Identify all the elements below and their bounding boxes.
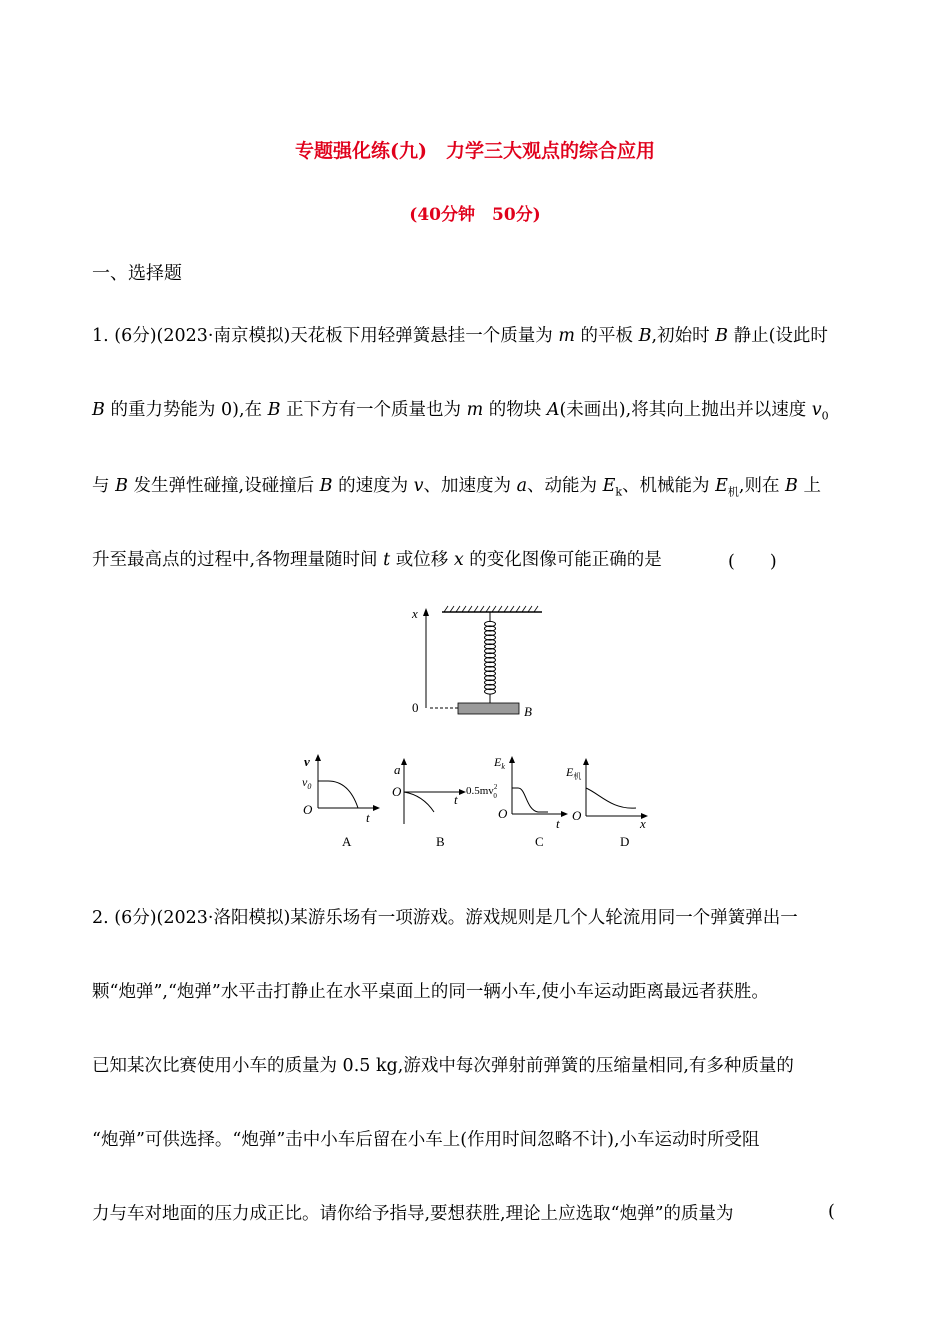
graph-a-curve <box>318 781 358 808</box>
graph-b-caption: B <box>436 834 445 849</box>
graph-d <box>566 752 656 857</box>
graph-c-y0: $0.5mv^2$ 0 <box>466 783 498 800</box>
x-axis-arrow <box>423 608 429 616</box>
graph-a-caption: A <box>342 834 352 849</box>
graph-a <box>298 752 383 857</box>
graph-c <box>464 752 574 857</box>
q1-line-3: 与 B 发生弹性碰撞,设碰撞后 B 的速度为 v、加速度为 a、动能为 $E_k$、机械能为 $E_机$,则在 B 上 <box>92 476 821 499</box>
q2-line-4: “炮弹”可供选择。“炮弹”击中小车后留在小车上(作用时间忽略不计),小车运动时所受阻 <box>92 1130 760 1150</box>
graph-c-curve <box>512 788 548 812</box>
graph-b-origin: O <box>392 784 402 799</box>
q2-line-5: 力与车对地面的压力成正比。请你给予指导,要想获胜,理论上应选取“炮弹”的质量为 <box>92 1204 734 1224</box>
section-label: 一、选择题 <box>92 263 182 284</box>
graph-a-yaxis: v <box>304 754 310 769</box>
graph-d-caption: D <box>620 834 630 849</box>
q1-answer-parens: ( ) <box>728 552 777 572</box>
q1-line-1: 1. (6分)(2023·南京模拟)天花板下用轻弹簧悬挂一个质量为 m 的平板 B,初始时 B 静止(设此时 <box>92 326 828 346</box>
q2-line-3: 已知某次比赛使用小车的质量为 0.5 kg,游戏中每次弹射前弹簧的压缩量相同,有多种质量的 <box>92 1056 794 1076</box>
x-axis-label: x <box>412 606 418 621</box>
graph-a-origin: O <box>303 802 313 817</box>
graph-b <box>386 752 476 857</box>
q2-line-1: 2. (6分)(2023·洛阳模拟)某游乐场有一项游戏。游戏规则是几个人轮流用同一个弹簧弹出一 <box>92 908 798 928</box>
plate-b <box>458 703 519 714</box>
graph-c-caption: C <box>535 834 544 849</box>
graph-b-curve <box>404 792 434 812</box>
graph-b-yaxis: a <box>394 762 401 777</box>
plate-label: B <box>524 704 532 719</box>
graph-c-xaxis: t <box>556 816 560 831</box>
page-subtitle: (40分钟 50分) <box>409 205 541 225</box>
q1-line-4: 升至最高点的过程中,各物理量随时间 t 或位移 x 的变化图像可能正确的是 <box>92 550 662 570</box>
ceiling-hatch <box>444 606 538 612</box>
graph-d-yaxis: $E_机$ <box>566 765 582 781</box>
spring-coil <box>485 612 496 703</box>
graph-d-xaxis: x <box>640 816 646 831</box>
graph-a-v0: $v_0$ <box>302 775 312 791</box>
graph-d-curve <box>586 788 636 808</box>
graph-c-origin: O <box>498 806 508 821</box>
q2-answer-parens: ( <box>828 1202 835 1222</box>
graph-c-yaxis: $E_k$ <box>494 755 505 771</box>
zero-label: 0 <box>412 700 419 715</box>
page-title: 专题强化练(九) 力学三大观点的综合应用 <box>295 140 655 162</box>
q1-line-2: B 的重力势能为 0),在 B 正下方有一个质量也为 m 的物块 A(未画出),将其向上抛出并以速度 $v_0$ <box>92 400 829 423</box>
graph-a-xaxis: t <box>366 810 370 825</box>
spring-figure <box>400 600 560 725</box>
graph-d-origin: O <box>572 808 582 823</box>
q2-line-2: 颗“炮弹”,“炮弹”水平击打静止在水平桌面上的同一辆小车,使小车运动距离最远者获胜。 <box>92 982 769 1002</box>
graph-b-xaxis: t <box>454 792 458 807</box>
